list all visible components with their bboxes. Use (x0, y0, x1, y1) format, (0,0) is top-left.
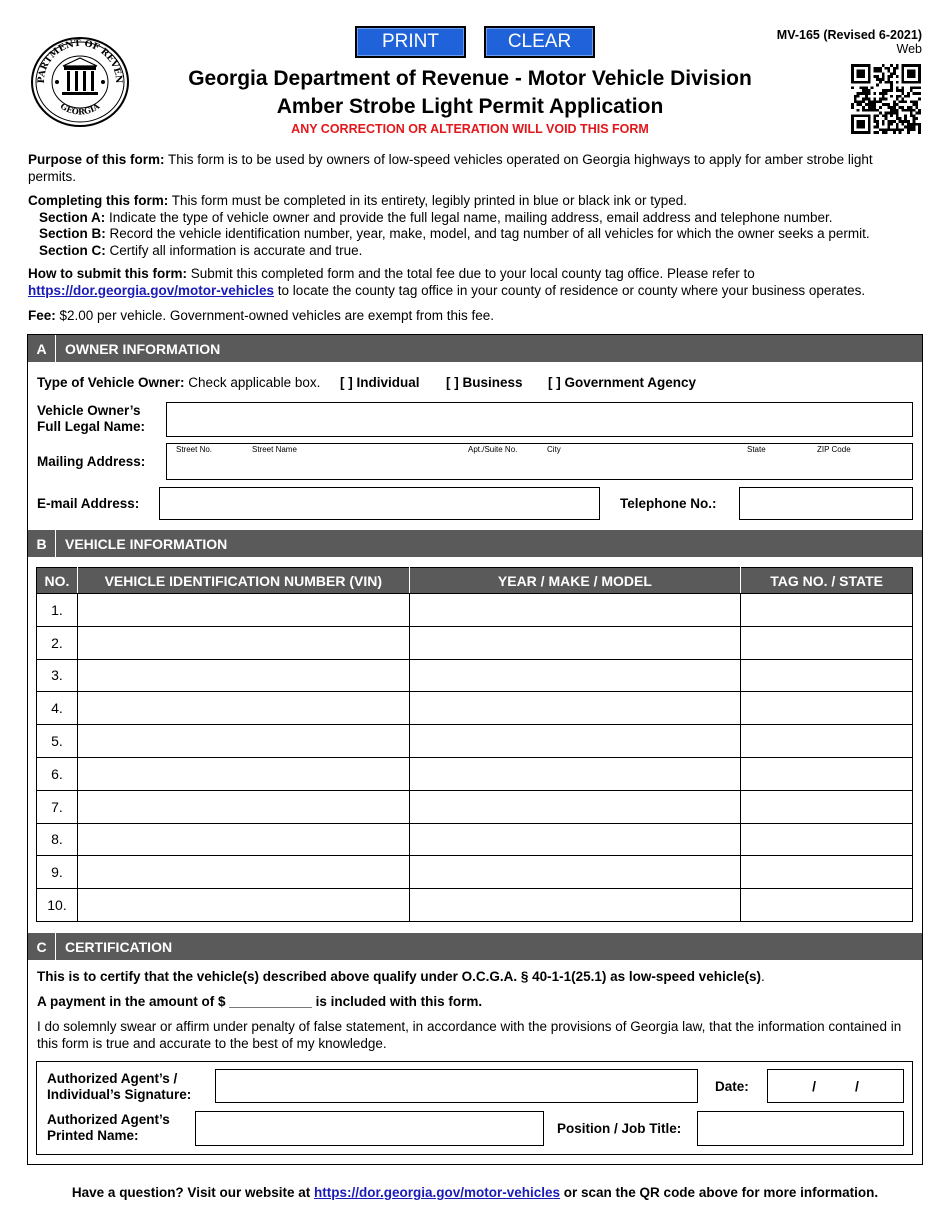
signature-label-line2: Individual’s Signature: (47, 1087, 192, 1102)
row-number: 7. (37, 790, 78, 823)
owner-name-label (37, 403, 145, 435)
owner-type-hint: Check applicable box. (184, 375, 321, 390)
position-title-input[interactable] (697, 1111, 904, 1146)
table-row (37, 757, 913, 790)
table-row (37, 725, 913, 758)
completing-text: This form must be completed in its entirety, legibly printed in blue or black ink or typed. (168, 193, 687, 208)
owner-type-business[interactable] (446, 375, 523, 391)
form-channel: Web (896, 42, 922, 56)
vin-cell[interactable] (77, 692, 409, 725)
individual-label: Individual (356, 375, 420, 390)
form-title: Amber Strobe Light Permit Application (276, 95, 664, 118)
street-no-caption: Street No. (176, 445, 213, 454)
row-number: 4. (37, 692, 78, 725)
row-number: 8. (37, 823, 78, 856)
tag-state-cell[interactable] (741, 594, 913, 627)
government-label: Government Agency (564, 375, 697, 390)
vehicle-table-header (37, 568, 913, 594)
state-caption: State (747, 445, 766, 454)
section-c-text: Certify all information is accurate and true. (105, 242, 363, 258)
section-c-title: CERTIFICATION (65, 938, 173, 955)
section-a-header (28, 335, 922, 362)
certify-end: . (760, 969, 765, 984)
fee-paragraph (28, 308, 918, 325)
table-row (37, 659, 913, 692)
vin-cell[interactable] (77, 889, 409, 922)
signature-input[interactable] (215, 1069, 698, 1103)
owner-name-label-line2: Full Legal Name: (37, 419, 146, 434)
year-make-model-cell[interactable] (409, 823, 741, 856)
submit-label: How to submit this form: (28, 266, 187, 281)
purpose-paragraph (28, 152, 918, 185)
position-title-label: Position / Job Title: (557, 1121, 682, 1136)
col-tag-state: TAG NO. / STATE (741, 568, 913, 594)
void-warning: ANY CORRECTION OR ALTERATION WILL VOID THIS FORM (291, 122, 649, 136)
section-a-text: Indicate the type of vehicle owner and provide the full legal name, mailing address, email address and telephone number. (105, 209, 833, 225)
row-number: 6. (37, 757, 78, 790)
mailing-address-label: Mailing Address: (37, 454, 146, 469)
tag-state-cell[interactable] (741, 790, 913, 823)
owner-type-individual[interactable] (340, 375, 420, 391)
email-input[interactable] (159, 487, 600, 520)
row-number: 9. (37, 856, 78, 889)
footer-text-after: or scan the QR code above for more information. (560, 1185, 879, 1200)
row-number: 10. (37, 889, 78, 922)
vin-cell[interactable] (77, 856, 409, 889)
section-a-letter: A (28, 335, 56, 362)
business-label: Business (462, 375, 523, 390)
form-number: MV-165 (Revised 6-2021) (776, 28, 922, 42)
footer-text-before: Have a question? Visit our website at (71, 1185, 314, 1200)
year-make-model-cell[interactable] (409, 725, 741, 758)
section-b-header (28, 530, 922, 557)
fee-text: $2.00 per vehicle. Government-owned vehicles are exempt from this fee. (55, 308, 494, 323)
telephone-label: Telephone No.: (620, 496, 717, 511)
owner-name-input[interactable] (166, 402, 913, 437)
street-name-caption: Street Name (252, 445, 297, 454)
table-row (37, 594, 913, 627)
submit-text: Submit this completed form and the total fee due to your local county tag office. Please refer to (187, 266, 755, 281)
mailing-address-input[interactable] (166, 443, 913, 480)
section-c-label: Section C: (39, 242, 106, 258)
seal-text-top: PARTMENT OF REVEN (36, 38, 124, 84)
tag-state-cell[interactable] (741, 725, 913, 758)
tag-state-cell[interactable] (741, 692, 913, 725)
checkbox-business[interactable]: [ ] (446, 375, 459, 390)
oath-statement: I do solemnly swear or affirm under penalty of false statement, in accordance with the provisions of Georgia law, that the information contained in this form is true and accurate to the best of my knowledge. (37, 1019, 902, 1051)
tag-state-cell[interactable] (741, 823, 913, 856)
certify-statement (37, 969, 907, 986)
section-b-letter: B (28, 530, 56, 557)
telephone-input[interactable] (739, 487, 913, 520)
vin-cell[interactable] (77, 757, 409, 790)
email-label: E-mail Address: (37, 496, 140, 511)
submit-paragraph (28, 266, 918, 299)
vin-cell[interactable] (77, 626, 409, 659)
owner-type-label: Type of Vehicle Owner: (37, 375, 185, 390)
row-number: 5. (37, 725, 78, 758)
footer-website-link[interactable]: https://dor.georgia.gov/motor-vehicles (313, 1185, 561, 1200)
submit-text-2: to locate the county tag office in your county of residence or county where your business operates. (274, 282, 866, 298)
year-make-model-cell[interactable] (409, 626, 741, 659)
tag-state-cell[interactable] (741, 856, 913, 889)
vin-cell[interactable] (77, 790, 409, 823)
section-a-label: Section A: (39, 209, 106, 225)
zip-caption: ZIP Code (817, 445, 851, 454)
row-number: 3. (37, 659, 78, 692)
fee-label: Fee: (28, 308, 56, 323)
completing-paragraph (28, 193, 918, 259)
year-make-model-cell[interactable] (409, 856, 741, 889)
payment-statement: A payment in the amount of $ ___________ is included with this form. (37, 994, 483, 1009)
table-row (37, 889, 913, 922)
apt-suite-caption: Apt./Suite No. (468, 445, 518, 454)
purpose-text: This form is to be used by owners of low-speed vehicles operated on Georgia highways to apply for amber strobe light permits. (28, 152, 873, 184)
vin-cell[interactable] (77, 725, 409, 758)
page-title: Georgia Department of Revenue - Motor Vehicle Division (188, 67, 752, 90)
purpose-label: Purpose of this form: (28, 152, 165, 167)
year-make-model-cell[interactable] (409, 659, 741, 692)
certify-text: This is to certify that the vehicle(s) described above qualify under O.C.G.A. § 40-1-1(25.1) as low-speed vehicle(s) (37, 969, 761, 984)
table-row (37, 856, 913, 889)
vin-cell[interactable] (77, 594, 409, 627)
tag-state-cell[interactable] (741, 757, 913, 790)
tag-state-cell[interactable] (741, 659, 913, 692)
section-b-text: Record the vehicle identification number, year, make, model, and tag number of all vehicles for which the owner seeks a permit. (105, 226, 870, 241)
table-row (37, 823, 913, 856)
seal-text-bottom: GEORGIA (58, 100, 102, 117)
tag-state-cell[interactable] (741, 889, 913, 922)
section-b-label: Section B: (39, 226, 106, 241)
date-input[interactable]: / / (767, 1069, 904, 1103)
year-make-model-cell[interactable] (409, 889, 741, 922)
col-no: NO. (37, 568, 78, 594)
city-caption: City (547, 445, 561, 454)
clear-button[interactable]: CLEAR (484, 26, 595, 58)
section-c-header (28, 933, 922, 960)
table-row (37, 790, 913, 823)
dor-motor-vehicles-link[interactable]: https://dor.georgia.gov/motor-vehicles (28, 282, 275, 298)
form-number-block (777, 28, 922, 56)
table-row (37, 626, 913, 659)
table-row (37, 692, 913, 725)
col-vin: VEHICLE IDENTIFICATION NUMBER (VIN) (77, 568, 409, 594)
signature-label (47, 1071, 191, 1103)
section-c-letter: C (28, 933, 56, 960)
tag-state-cell[interactable] (741, 626, 913, 659)
year-make-model-cell[interactable] (409, 757, 741, 790)
vehicle-table (36, 567, 913, 922)
date-label: Date: (715, 1079, 749, 1094)
vin-cell[interactable] (77, 823, 409, 856)
row-number: 2. (37, 626, 78, 659)
section-b-title: VEHICLE INFORMATION (65, 535, 228, 552)
completing-label: Completing this form: (28, 193, 169, 208)
printed-name-input[interactable] (195, 1111, 544, 1146)
vin-cell[interactable] (77, 659, 409, 692)
col-year-make-model: YEAR / MAKE / MODEL (409, 568, 741, 594)
year-make-model-cell[interactable] (409, 692, 741, 725)
year-make-model-cell[interactable] (409, 790, 741, 823)
printed-name-label-line1: Authorized Agent’s (47, 1112, 170, 1127)
year-make-model-cell[interactable] (409, 594, 741, 627)
checkbox-government[interactable]: [ ] (548, 375, 561, 390)
section-a-title: OWNER INFORMATION (65, 340, 221, 357)
owner-type-government[interactable] (548, 375, 696, 391)
printed-name-label (47, 1112, 170, 1144)
signature-label-line1: Authorized Agent’s / (47, 1071, 178, 1086)
row-number: 1. (37, 594, 78, 627)
print-button[interactable]: PRINT (355, 26, 466, 58)
checkbox-individual[interactable]: [ ] (340, 375, 353, 390)
owner-name-label-line1: Vehicle Owner’s (37, 403, 141, 418)
printed-name-label-line2: Printed Name: (47, 1128, 139, 1143)
footer-help (0, 1185, 950, 1200)
owner-type-row (37, 375, 320, 391)
